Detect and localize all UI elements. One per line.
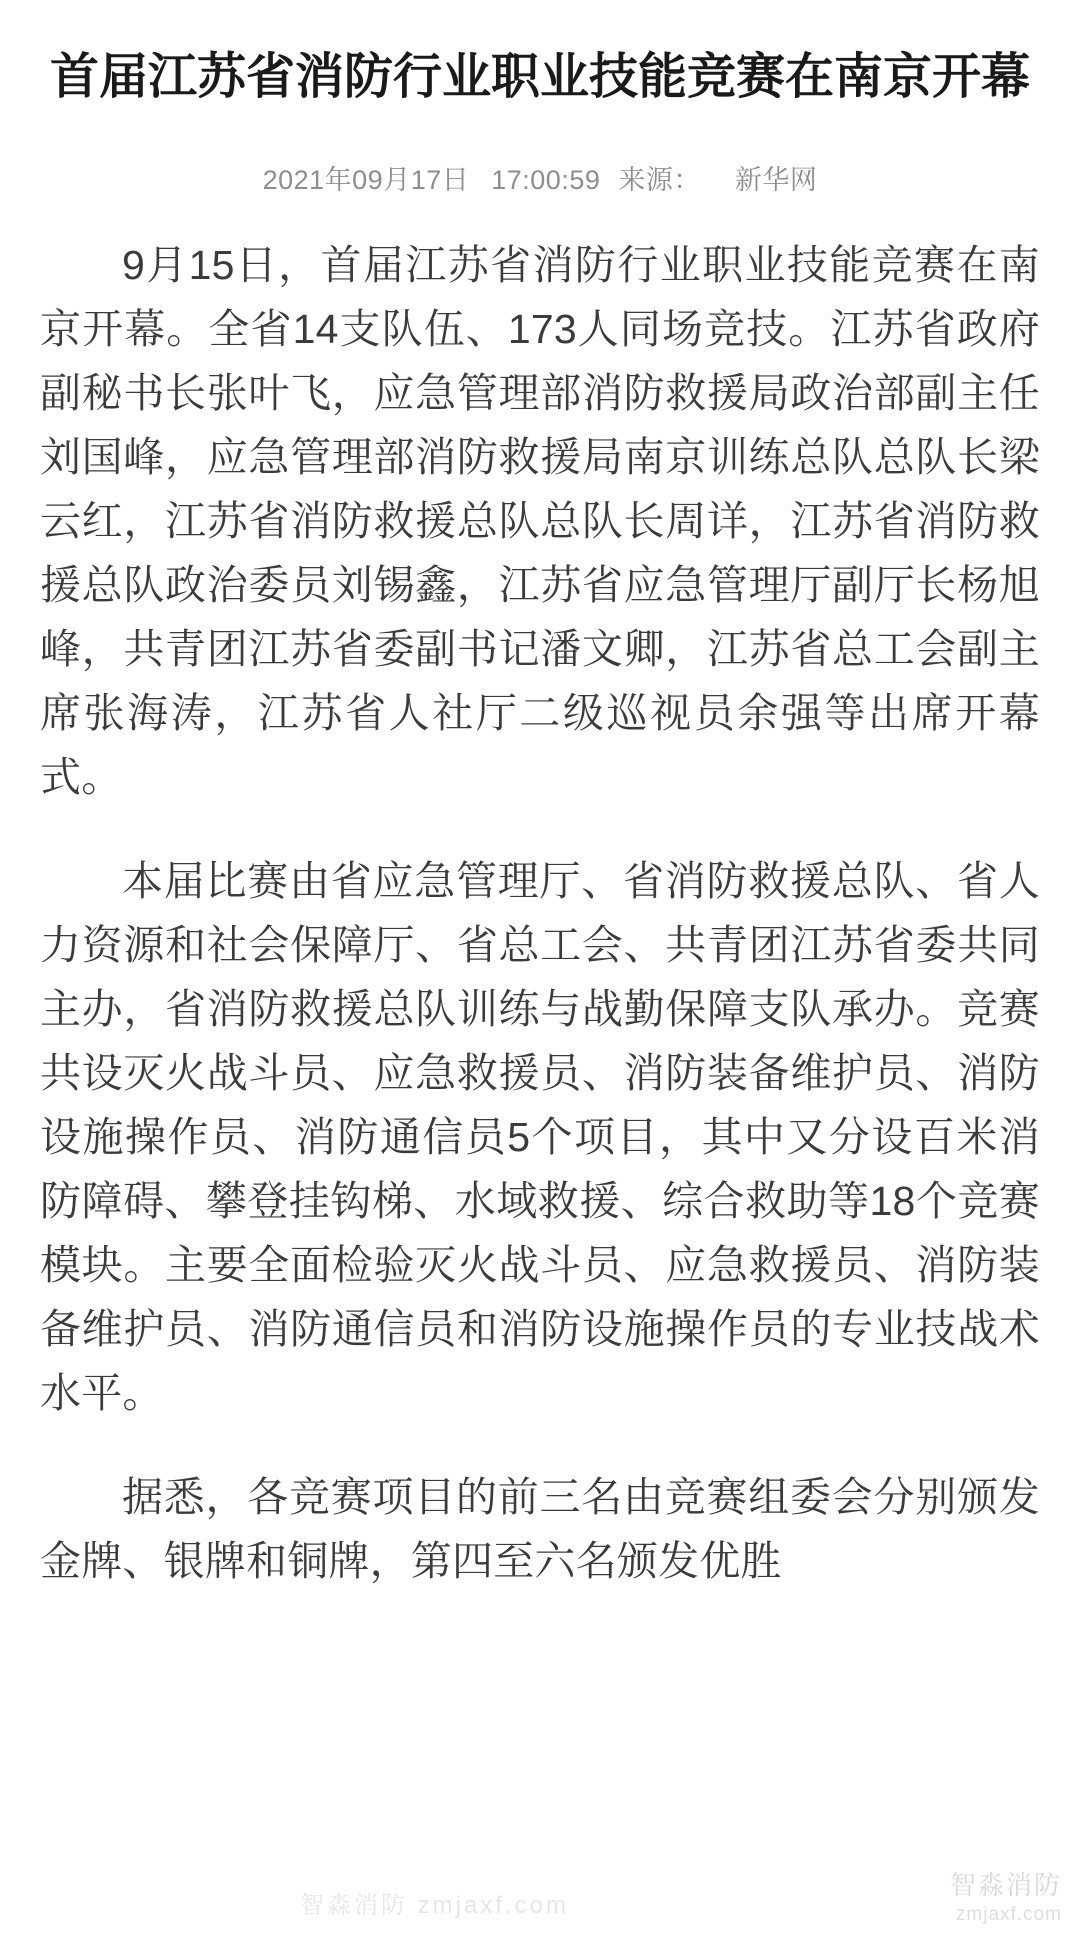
source-label: 来源： xyxy=(618,165,701,195)
paragraph: 本届比赛由省应急管理厅、省消防救援总队、省人力资源和社会保障厅、省总工会、共青团江苏省委共同主办，省消防救援总队训练与战勤保障支队承办。竞赛共设灭火战斗员、应急救援员、消防装备维护员、消防设施操作员、消防通信员5个项目，其中又分设百米消防障碍、攀登挂钩梯、水域救援、综合救助等18个竞赛模块。主要全面检验灭火战斗员、应急救援员、消防装备维护员、消防通信员和消防设施操作员的专业技战术水平。 xyxy=(40,858,1040,1416)
watermark-center: 智淼消防 zmjaxf.com xyxy=(300,1892,570,1919)
article-meta xyxy=(40,158,1040,197)
publish-date: 2021年09月17日 xyxy=(262,165,470,195)
article-body xyxy=(40,233,1040,1593)
source-name: 新华网 xyxy=(734,165,818,195)
watermark-sub-text: zmjaxf.com xyxy=(955,1904,1062,1925)
watermark xyxy=(950,1865,1062,1926)
watermark-main-text: 智淼消防 xyxy=(949,1870,1062,1900)
page-title: 首届江苏省消防行业职业技能竞赛在南京开幕 xyxy=(49,50,1030,104)
publish-time: 17:00:59 xyxy=(491,165,601,195)
paragraph: 9月15日，首届江苏省消防行业职业技能竞赛在南京开幕。全省14支队伍、173人同场竞技。江苏省政府副秘书长张叶飞，应急管理部消防救援局政治部副主任刘国峰，应急管理部消防救援局南京训练总队总队长梁云红，江苏省消防救援总队总队长周详，江苏省消防救援总队政治委员刘锡鑫，江苏省应急管理厅副厅长杨旭峰，共青团江苏省委副书记潘文卿，江苏省总工会副主席张海涛，江苏省人社厅二级巡视员余强等出席开幕式。 xyxy=(40,242,1040,800)
paragraph: 据悉，各竞赛项目的前三名由竞赛组委会分别颁发金牌、银牌和铜牌，第四至六名颁发优胜 xyxy=(40,1474,1040,1584)
